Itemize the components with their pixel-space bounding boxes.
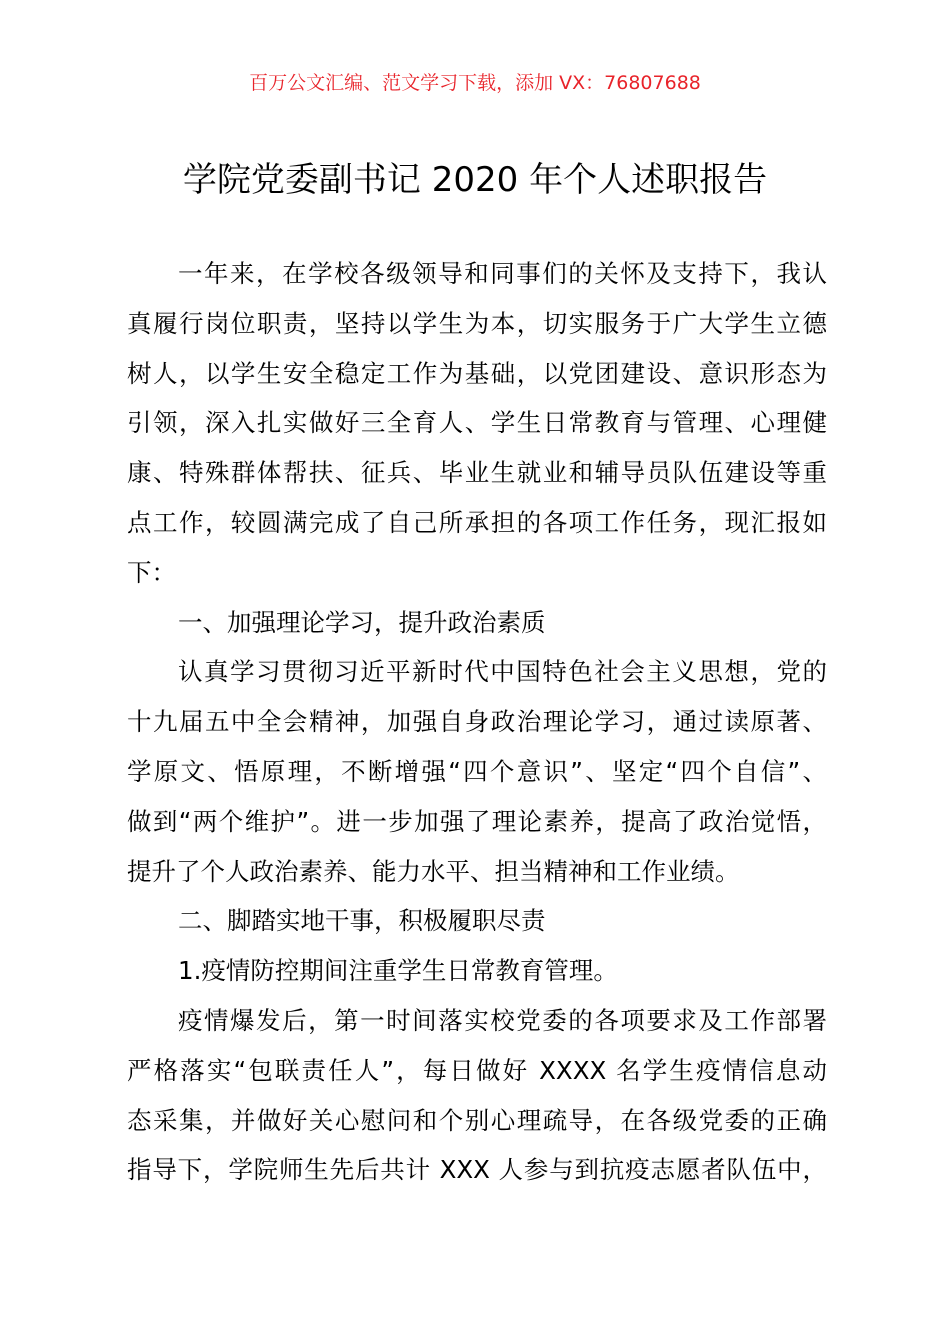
paragraph-line: 引领，深入扎实做好三全育人、学生日常教育与管理、心理健 (127, 408, 827, 438)
paragraph-line: 康、特殊群体帮扶、征兵、毕业生就业和辅导员队伍建设等重 (127, 458, 827, 488)
section-heading: 二、脚踏实地干事，积极履职尽责 (178, 906, 546, 936)
paragraph-line: 疫情爆发后，第一时间落实校党委的各项要求及工作部署 (178, 1005, 827, 1035)
watermark-header: 百万公文汇编、范文学习下载，添加 VX：76807688 (249, 72, 701, 94)
paragraph-line: 提升了个人政治素养、能力水平、担当精神和工作业绩。 (127, 856, 740, 886)
paragraph-line: 学原文、悟原理，不断增强“四个意识”、坚定“四个自信”、 (127, 756, 827, 786)
paragraph-line: 严格落实“包联责任人”，每日做好 XXXX 名学生疫情信息动 (127, 1055, 827, 1085)
subsection-heading: 1.疫情防控期间注重学生日常教育管理。 (178, 956, 618, 986)
paragraph-line: 树人，以学生安全稳定工作为基础，以党团建设、意识形态为 (127, 358, 827, 388)
paragraph-line: 认真学习贯彻习近平新时代中国特色社会主义思想，党的 (178, 657, 827, 687)
document-body (127, 254, 827, 1200)
paragraph-line: 点工作，较圆满完成了自己所承担的各项工作任务，现汇报如 (127, 507, 827, 537)
section-heading: 一、加强理论学习，提升政治素质 (178, 607, 546, 637)
paragraph-line: 下： (127, 557, 176, 587)
paragraph-line: 态采集，并做好关心慰问和个别心理疏导，在各级党委的正确 (127, 1105, 827, 1135)
paragraph-line: 做到“两个维护”。进一步加强了理论素养，提高了政治觉悟， (127, 806, 827, 836)
paragraph-line: 指导下，学院师生先后共计 XXX 人参与到抗疫志愿者队伍中， (127, 1155, 827, 1185)
paragraph-line: 十九届五中全会精神，加强自身政治理论学习，通过读原著、 (127, 707, 827, 737)
paragraph-line: 真履行岗位职责，坚持以学生为本，切实服务于广大学生立德 (127, 308, 827, 338)
document-title: 学院党委副书记 2020 年个人述职报告 (182, 160, 768, 200)
paragraph-line: 一年来，在学校各级领导和同事们的关怀及支持下，我认 (178, 259, 827, 288)
